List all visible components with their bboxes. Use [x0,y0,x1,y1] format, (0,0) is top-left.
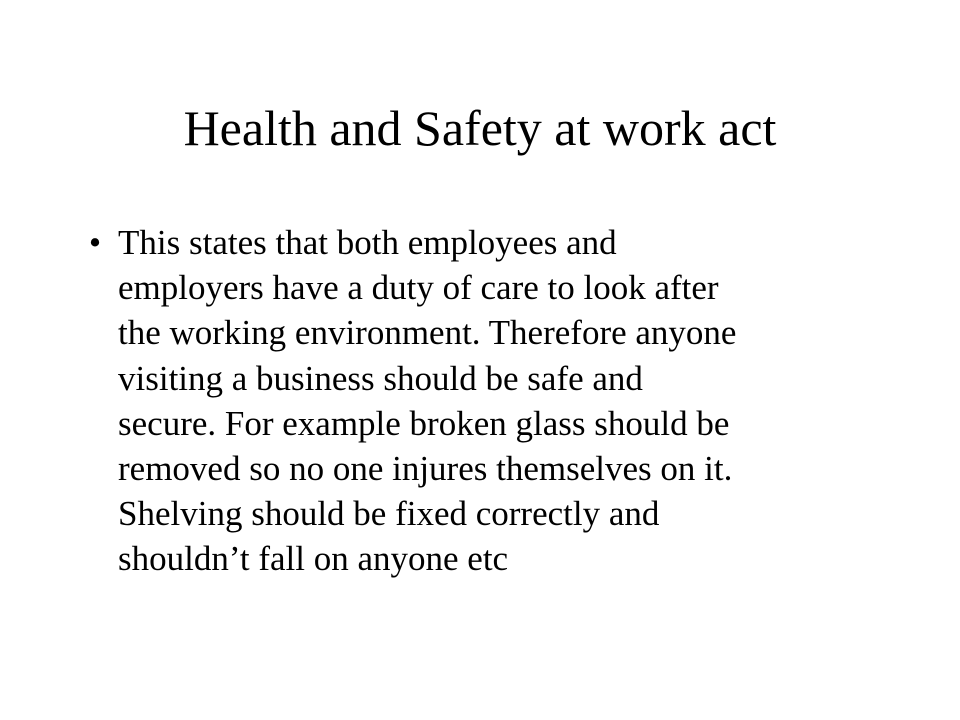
bullet-text-line: Shelving should be fixed correctly and [118,494,660,534]
bullet-text-line: shouldn’t fall on anyone etc [118,539,509,579]
bullet-text-line: removed so no one injures themselves on it. [118,449,733,489]
bullet-text-line: employers have a duty of care to look after [118,268,719,308]
bullet-text-line: visiting a business should be safe and [118,358,643,398]
bullet-item [80,220,900,582]
bullet-list [80,220,900,582]
bullet-text-line: This states that both employees and [118,223,617,262]
bullet-text-line: the working environment. Therefore anyone [118,313,737,353]
bullet-text-line: secure. For example broken glass should be [118,403,730,443]
bullet-dot-icon: • [88,223,102,262]
slide-title: Health and Safety at work act [183,100,777,156]
